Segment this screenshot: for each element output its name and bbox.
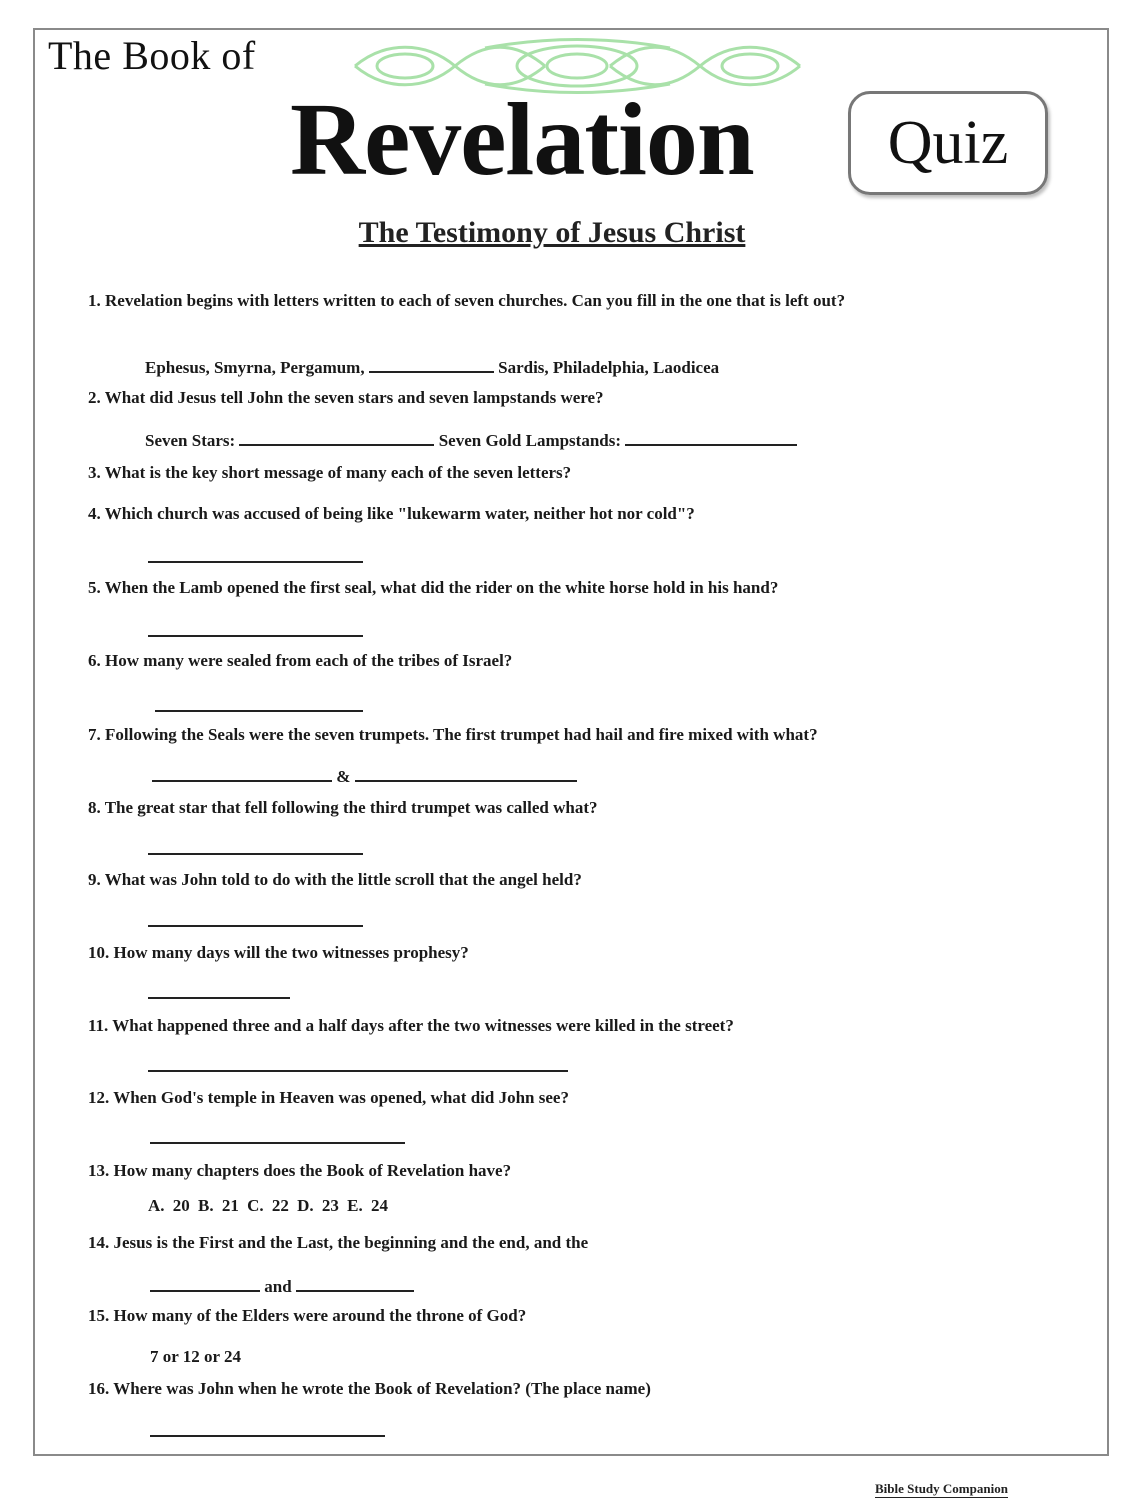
question-2-lampstands-blank[interactable] xyxy=(625,430,797,446)
question-14-separator: and xyxy=(264,1277,292,1296)
question-2-lampstands-label: Seven Gold Lampstands: xyxy=(438,431,622,450)
question-15-choices: 7 or 12 or 24 xyxy=(150,1347,241,1366)
question-14-answer xyxy=(150,1276,414,1298)
question-3: 3. What is the key short message of many each of the seven letters? xyxy=(88,463,572,482)
question-7-separator: & xyxy=(336,767,351,786)
question-11: 11. What happened three and a half days after the two witnesses were killed in the street? xyxy=(88,1016,734,1035)
question-7-blank-b[interactable] xyxy=(355,766,577,782)
quiz-badge-label: Quiz xyxy=(887,109,1009,177)
question-9-answer-line[interactable] xyxy=(148,925,363,927)
question-7-answer xyxy=(152,766,577,788)
question-2-stars-label: Seven Stars: xyxy=(145,431,236,450)
question-4: 4. Which church was accused of being like "lukewarm water, neither hot nor cold"? xyxy=(88,504,695,523)
question-2-answer xyxy=(145,430,797,452)
question-7-blank-a[interactable] xyxy=(152,766,332,782)
question-9: 9. What was John told to do with the little scroll that the angel held? xyxy=(88,870,582,889)
question-10: 10. How many days will the two witnesses prophesy? xyxy=(88,943,469,962)
question-14: 14. Jesus is the First and the Last, the beginning and the end, and the xyxy=(88,1233,589,1252)
question-8-answer-line[interactable] xyxy=(148,853,363,855)
question-16: 16. Where was John when he wrote the Book of Revelation? (The place name) xyxy=(88,1379,651,1398)
question-11-answer-line[interactable] xyxy=(148,1070,568,1072)
question-16-answer-line[interactable] xyxy=(150,1435,385,1437)
question-12-answer-line[interactable] xyxy=(150,1142,405,1144)
question-13: 13. How many chapters does the Book of Revelation have? xyxy=(88,1161,512,1180)
book-of-label: The Book of xyxy=(48,33,256,78)
question-1-answer-suffix: Sardis, Philadelphia, Laodicea xyxy=(498,358,720,377)
question-1-blank[interactable] xyxy=(369,357,494,373)
quiz-badge xyxy=(848,91,1048,195)
question-5: 5. When the Lamb opened the first seal, what did the rider on the white horse hold in his hand? xyxy=(88,578,779,597)
question-2-stars-blank[interactable] xyxy=(239,430,434,446)
question-13-choices: A. 20 B. 21 C. 22 D. 23 E. 24 xyxy=(148,1196,389,1215)
question-5-answer-line[interactable] xyxy=(148,635,363,637)
question-14-blank-a[interactable] xyxy=(150,1276,260,1292)
question-8: 8. The great star that fell following the third trumpet was called what? xyxy=(88,798,598,817)
footer-credit: Bible Study Companion xyxy=(875,1481,1008,1496)
question-10-answer-line[interactable] xyxy=(148,997,290,999)
question-2: 2. What did Jesus tell John the seven stars and seven lampstands were? xyxy=(88,388,604,407)
question-12: 12. When God's temple in Heaven was opened, what did John see? xyxy=(88,1088,569,1107)
page-title: Revelation xyxy=(290,82,754,197)
question-6-answer-line[interactable] xyxy=(155,710,363,712)
question-1-answer xyxy=(145,357,719,379)
question-15: 15. How many of the Elders were around the throne of God? xyxy=(88,1306,527,1325)
question-4-answer-line[interactable] xyxy=(148,561,363,563)
page-subtitle: The Testimony of Jesus Christ xyxy=(358,216,746,249)
question-1: 1. Revelation begins with letters written to each of seven churches. Can you fill in the one that is left out? xyxy=(88,291,846,310)
question-14-blank-b[interactable] xyxy=(296,1276,414,1292)
question-1-answer-prefix: Ephesus, Smyrna, Pergamum, xyxy=(145,358,365,377)
question-7: 7. Following the Seals were the seven trumpets. The first trumpet had hail and fire mixed with what? xyxy=(88,725,818,744)
question-6: 6. How many were sealed from each of the tribes of Israel? xyxy=(88,651,513,670)
